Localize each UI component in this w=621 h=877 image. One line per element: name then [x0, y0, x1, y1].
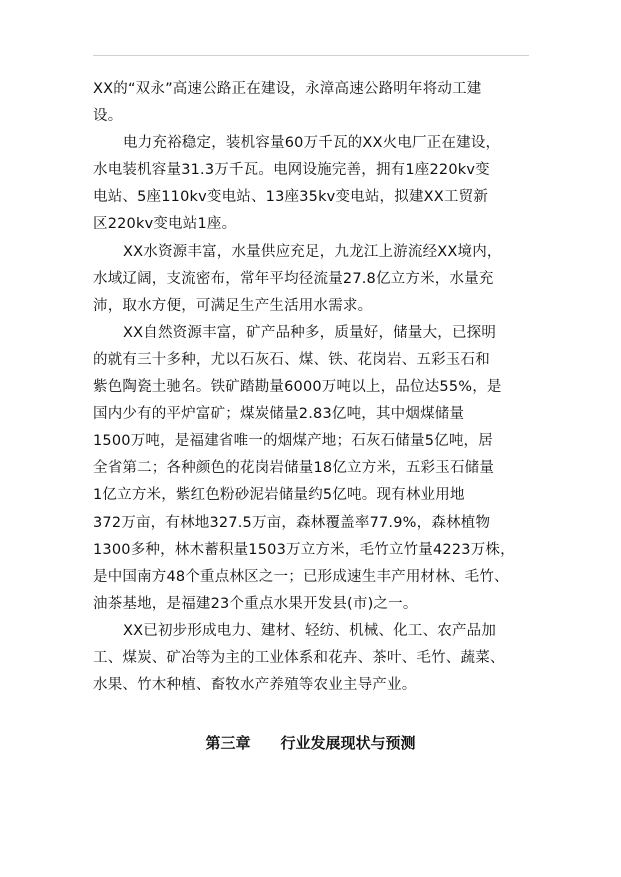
text-line: 国内少有的平炉富矿；煤炭储量2.83亿吨，其中烟煤储量: [93, 406, 465, 423]
paragraph-water: [93, 239, 533, 320]
paragraph-industry: [93, 618, 533, 699]
header-rule: [93, 55, 529, 56]
text-line: 1500万吨，是福建省唯一的烟煤产地；石灰石储量5亿吨，居: [93, 433, 493, 450]
paragraph-power: [93, 130, 533, 238]
text-line: 电站、5座110kv变电站、13座35kv变电站，拟建XX工贸新: [93, 189, 489, 206]
text-line: XX的“双永”高速公路正在建设，永漳高速公路明年将动工建: [93, 81, 482, 97]
text-line: 水果、竹木种植、畜牧水产养殖等农业主导产业。: [93, 677, 417, 694]
text-line: 1亿立方米，紫红色粉砂泥岩储量约5亿吨。现有林业用地: [93, 487, 465, 504]
text-line: 全省第二；各种颜色的花岗岩储量18亿立方米，五彩玉石储量: [93, 460, 495, 477]
text-line: XX水资源丰富，水量供应充足，九龙江上游流经XX境内，: [123, 243, 502, 260]
paragraph-expressway: [93, 76, 533, 130]
text-line: 紫色陶瓷土驰名。铁矿踏勘量6000万吨以上，品位达55%，是: [93, 379, 502, 396]
text-line: 油茶基地，是福建23个重点水果开发县(市)之一。: [93, 595, 418, 612]
text-line: 的就有三十多种，尤以石灰石、煤、铁、花岗岩、五彩玉石和: [93, 351, 490, 368]
text-line: 372万亩，有林地327.5万亩，森林覆盖率77.9%，森林植物: [93, 514, 491, 531]
text-line: 设。: [93, 108, 123, 125]
text-line: 水域辽阔，支流密布，常年平均径流量27.8亿立方米，水量充: [93, 270, 494, 287]
text-line: XX自然资源丰富，矿产品种多，质量好，储量大，已探明: [123, 324, 497, 341]
text-line: 1300多种，林木蓄积量1503万立方米，毛竹立竹量4223万株，: [93, 541, 515, 558]
document-body: [93, 76, 533, 699]
text-line: 沛，取水方便，可满足生产生活用水需求。: [93, 297, 373, 314]
text-line: 区220kv变电站1座。: [93, 216, 237, 233]
text-line: 工、煤炭、矿冶等为主的工业体系和花卉、茶叶、毛竹、蔬菜、: [93, 649, 505, 666]
text-line: 电力充裕稳定，装机容量60万千瓦的XX火电厂正在建设，: [123, 135, 501, 152]
text-line: 水电装机容量31.3万千瓦。电网设施完善，拥有1座220kv变: [93, 162, 490, 179]
text-line: 是中国南方48个重点林区之一；已形成速生丰产用材林、毛竹、: [93, 568, 509, 585]
chapter-number: 第三章: [205, 734, 251, 752]
paragraph-natural-resources: [93, 320, 533, 618]
chapter-heading: [0, 732, 621, 753]
text-line: XX已初步形成电力、建材、轻纺、机械、化工、农产品加: [123, 622, 497, 639]
chapter-title: 行业发展现状与预测: [280, 734, 416, 752]
